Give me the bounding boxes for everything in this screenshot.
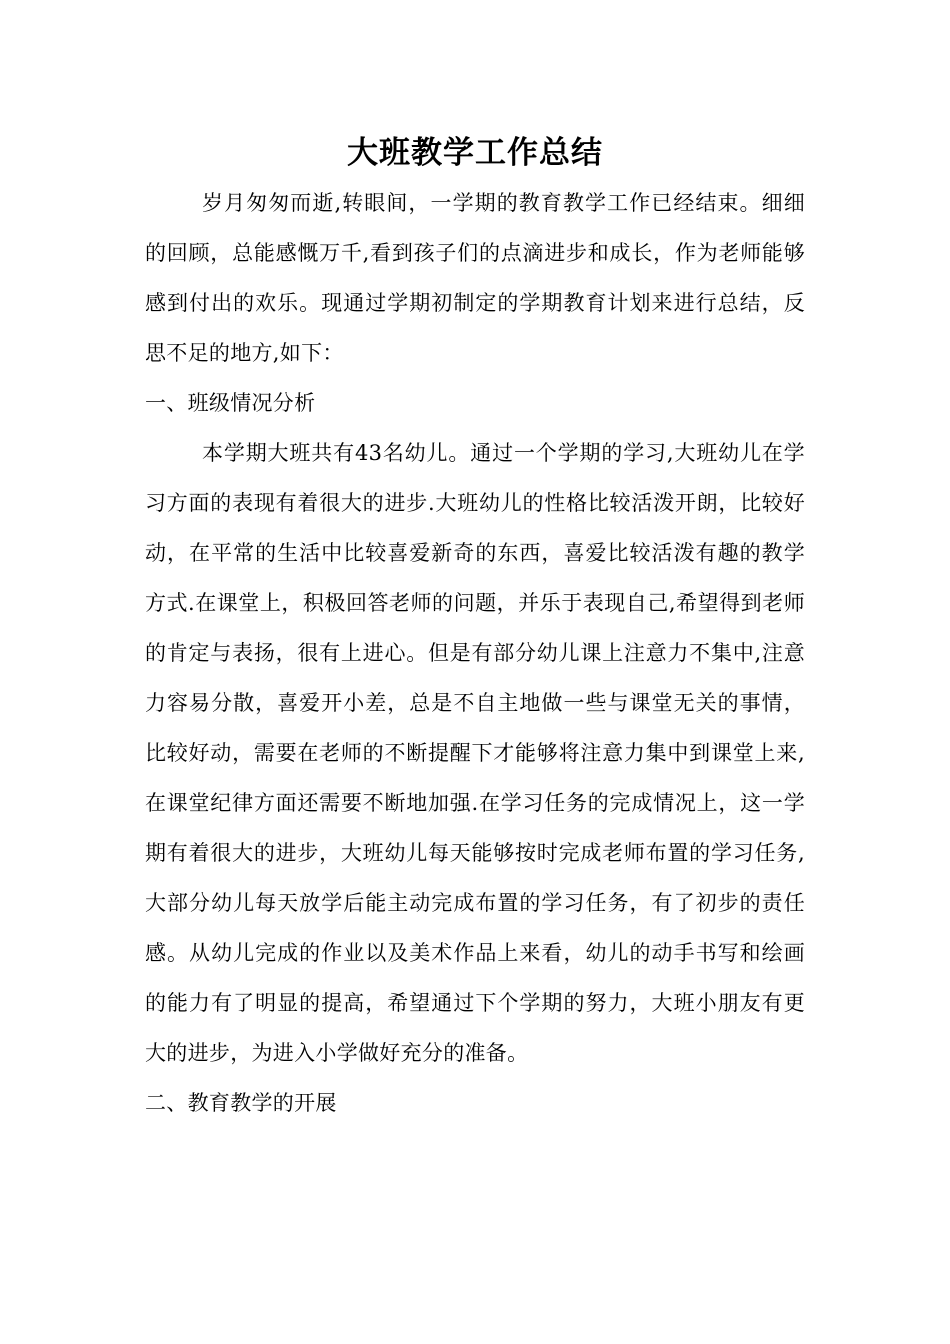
intro-paragraph: 岁月匆匆而逝,转眼间，一学期的教育教学工作已经结束。细细的回顾，总能感慨万千,看到孩子们的点滴进步和成长，作为老师能够感到付出的欢乐。现通过学期初制定的学期教育计划来进行总结，反思不足的地方,如下：: [145, 191, 805, 365]
document-page: [145, 128, 805, 1128]
document-title: 大班教学工作总结: [347, 135, 603, 171]
class-analysis-paragraph: 本学期大班共有43名幼儿。通过一个学期的学习,大班幼儿在学习方面的表现有着很大的进步.大班幼儿的性格比较活泼开朗，比较好动，在平常的生活中比较喜爱新奇的东西，喜爱比较活泼有趣的教学方式.在课堂上，积极回答老师的问题，并乐于表现自己,希望得到老师的肯定与表扬，很有上进心。但是有部分幼儿课上注意力不集中,注意力容易分散，喜爱开小差，总是不自主地做一些与课堂无关的事情，比较好动，需要在老师的不断提醒下才能够将注意力集中到课堂上来,在课堂纪律方面还需要不断地加强.在学习任务的完成情况上，这一学期有着很大的进步，大班幼儿每天能够按时完成老师布置的学习任务,大部分幼儿每天放学后能主动完成布置的学习任务，有了初步的责任感。从幼儿完成的作业以及美术作品上来看，幼儿的动手书写和绘画的能力有了明显的提高，希望通过下个学期的努力，大班小朋友有更大的进步，为进入小学做好充分的准备。: [145, 441, 805, 1065]
section-heading-class-analysis: 一、班级情况分析: [145, 391, 316, 415]
section-heading-teaching: 二、教育教学的开展: [145, 1091, 337, 1115]
